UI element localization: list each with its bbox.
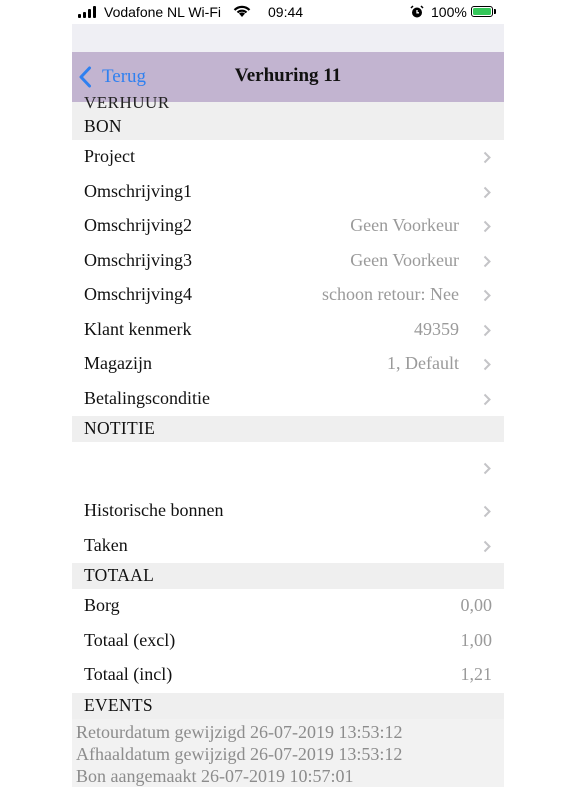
event-item: Bon aangemaakt 26-07-2019 10:57:01 — [76, 765, 354, 786]
page-title: Verhuring 11 — [234, 65, 342, 86]
top-gap — [72, 24, 504, 52]
battery-icon — [471, 6, 493, 17]
row-value: 1,21 — [460, 664, 492, 684]
section-header-bon: BON — [72, 114, 504, 140]
row-value: Geen Voorkeur — [350, 249, 459, 270]
row-magazijn[interactable] — [72, 347, 504, 382]
row-notitie-text[interactable] — [72, 442, 504, 494]
wifi-icon — [232, 4, 252, 18]
row-value: 0,00 — [460, 595, 492, 615]
row-omschrijving4[interactable] — [72, 278, 504, 313]
row-label: Omschrijving4 — [84, 284, 192, 304]
chevron-right-icon — [483, 186, 491, 199]
row-betalingsconditie[interactable] — [72, 382, 504, 417]
clock: 09:44 — [268, 4, 304, 20]
battery-percentage: 100% — [431, 4, 467, 20]
row-taken[interactable] — [72, 529, 504, 564]
row-label: Historische bonnen — [84, 500, 224, 520]
section-header-events: EVENTS — [72, 693, 504, 719]
row-label: Taken — [84, 534, 128, 555]
notitie-group — [72, 442, 504, 563]
chevron-right-icon — [483, 393, 491, 406]
row-label: Klant kenmerk — [84, 318, 192, 339]
row-borg — [72, 589, 504, 624]
status-bar — [0, 0, 576, 24]
section-header-totaal: TOTAAL — [72, 563, 504, 589]
row-totaal-incl — [72, 658, 504, 693]
row-omschrijving3[interactable] — [72, 244, 504, 279]
chevron-right-icon — [483, 220, 491, 233]
chevron-right-icon — [483, 151, 491, 164]
row-value: schoon retour: Nee — [322, 284, 459, 304]
alarm-icon — [410, 5, 424, 19]
chevron-right-icon — [483, 505, 491, 518]
row-value: 49359 — [414, 318, 459, 339]
carrier-name: Vodafone NL Wi-Fi — [104, 4, 221, 20]
row-label: Omschrijving2 — [84, 215, 192, 235]
event-item: Retourdatum gewijzigd 26-07-2019 13:53:12 — [76, 721, 403, 742]
chevron-right-icon — [483, 462, 491, 475]
signal-icon — [78, 6, 98, 18]
row-label: Magazijn — [84, 353, 152, 373]
app-screen — [72, 24, 504, 786]
row-label: Omschrijving1 — [84, 180, 192, 201]
chevron-right-icon — [483, 289, 491, 302]
content-list — [72, 93, 504, 787]
row-omschrijving2[interactable] — [72, 209, 504, 244]
row-value: 1, Default — [387, 353, 459, 373]
row-project[interactable] — [72, 140, 504, 175]
row-label: Omschrijving3 — [84, 249, 192, 270]
row-totaal-excl — [72, 624, 504, 659]
chevron-right-icon — [483, 324, 491, 337]
battery-cap — [494, 9, 496, 14]
section-header-verhuur: VERHUUR — [72, 102, 504, 114]
totaal-group — [72, 589, 504, 693]
row-historische-bonnen[interactable] — [72, 494, 504, 529]
bon-group — [72, 140, 504, 416]
row-label: Betalingsconditie — [84, 387, 210, 408]
event-item: Afhaaldatum gewijzigd 26-07-2019 13:53:12 — [76, 743, 403, 764]
section-header-notitie: NOTITIE — [72, 416, 504, 442]
row-label: Project — [84, 146, 135, 166]
row-label: Totaal (incl) — [84, 664, 173, 684]
chevron-right-icon — [483, 255, 491, 268]
row-klant-kenmerk[interactable] — [72, 313, 504, 348]
row-value: Geen Voorkeur — [350, 215, 459, 235]
events-list — [72, 719, 504, 787]
chevron-right-icon — [483, 358, 491, 371]
row-label: Borg — [84, 595, 120, 615]
row-omschrijving1[interactable] — [72, 175, 504, 210]
chevron-right-icon — [483, 540, 491, 553]
row-value: 1,00 — [460, 629, 492, 650]
back-label: Terug — [102, 66, 147, 87]
row-label: Totaal (excl) — [84, 629, 176, 650]
